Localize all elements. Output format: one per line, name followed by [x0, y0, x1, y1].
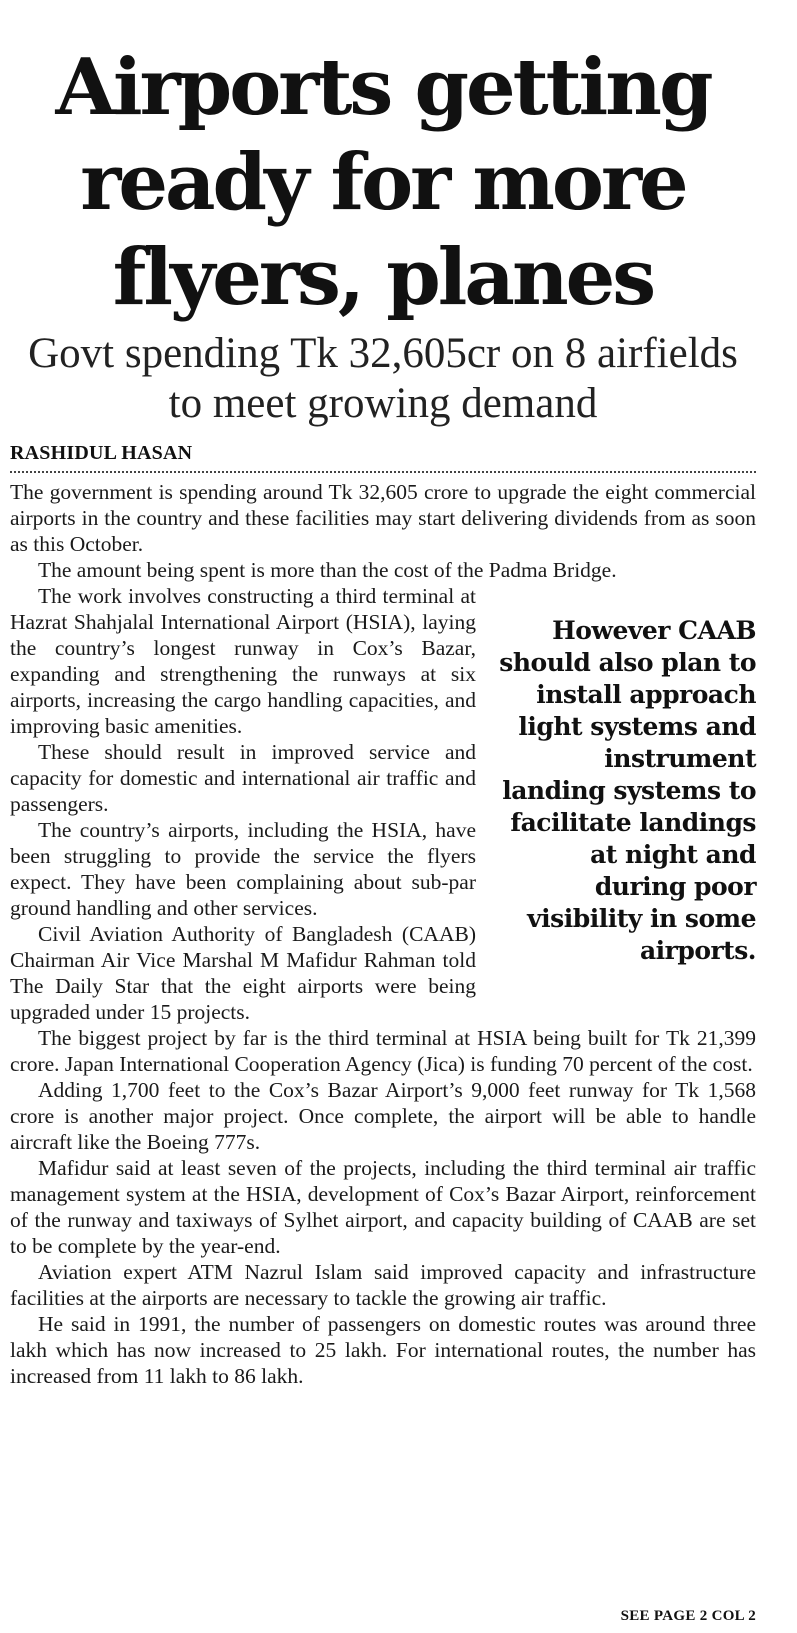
- pull-quote: However CAAB should also plan to install approach light systems and instrument landing systems to facilitate landings at night and during poor visibility in some airports.: [499, 616, 756, 965]
- paragraph-3: The work involves constructing a third terminal at Hazrat Shahjalal International Airport (HSIA), laying the country’s longest runway in Cox’s Bazar, expanding and strengthening the runways at six airports, increasing the cargo handling capacities, and improving basic amenities.: [10, 584, 476, 738]
- paragraph-1: The government is spending around Tk 32,605 crore to upgrade the eight commercial airports in the country and these facilities may start delivering dividends from as soon as this October.: [10, 480, 756, 556]
- headline: Airports getting ready for more flyers, planes: [55, 42, 711, 323]
- paragraph-9: Mafidur said at least seven of the projects, including the third terminal air traffic management system at the HSIA, development of Cox’s Bazar Airport, reinforcement of the runway and taxiways of Sylhet airport, and capacity building of CAAB are set to be complete by the year-end.: [10, 1156, 756, 1258]
- paragraph-5: The country’s airports, including the HSIA, have been struggling to provide the service the flyers expect. They have been complaining about sub-par ground handling and other services.: [10, 818, 476, 920]
- subheadline: Govt spending Tk 32,605cr on 8 airfields to meet growing demand: [28, 330, 738, 427]
- continuation-link[interactable]: SEE PAGE 2 COL 2: [620, 1608, 756, 1624]
- paragraph-7: The biggest project by far is the third terminal at HSIA being built for Tk 21,399 crore. Japan International Cooperation Agency (Jica) is funding 70 percent of the cost.: [10, 1026, 756, 1076]
- paragraph-2: The amount being spent is more than the cost of the Padma Bridge.: [38, 558, 617, 582]
- paragraph-11: He said in 1991, the number of passengers on domestic routes was around three lakh which has now increased to 25 lakh. For international routes, the number has increased from 11 lakh to 86 lakh.: [10, 1312, 756, 1388]
- article: [10, 0, 756, 1624]
- paragraph-4: These should result in improved service and capacity for domestic and international air traffic and passengers.: [10, 740, 476, 816]
- paragraph-8: Adding 1,700 feet to the Cox’s Bazar Airport’s 9,000 feet runway for Tk 1,568 crore is another major project. Once complete, the airport will be able to handle aircraft like the Boeing 777s.: [10, 1078, 756, 1154]
- paragraph-10: Aviation expert ATM Nazrul Islam said improved capacity and infrastructure facilities at the airports are necessary to tackle the growing air traffic.: [10, 1260, 756, 1310]
- article-body: [10, 479, 756, 1389]
- byline: RASHIDUL HASAN: [10, 442, 193, 464]
- dotted-divider: [10, 471, 756, 473]
- paragraph-6: Civil Aviation Authority of Bangladesh (CAAB) Chairman Air Vice Marshal M Mafidur Rahman told The Daily Star that the eight airports were being upgraded under 15 projects.: [10, 922, 476, 1024]
